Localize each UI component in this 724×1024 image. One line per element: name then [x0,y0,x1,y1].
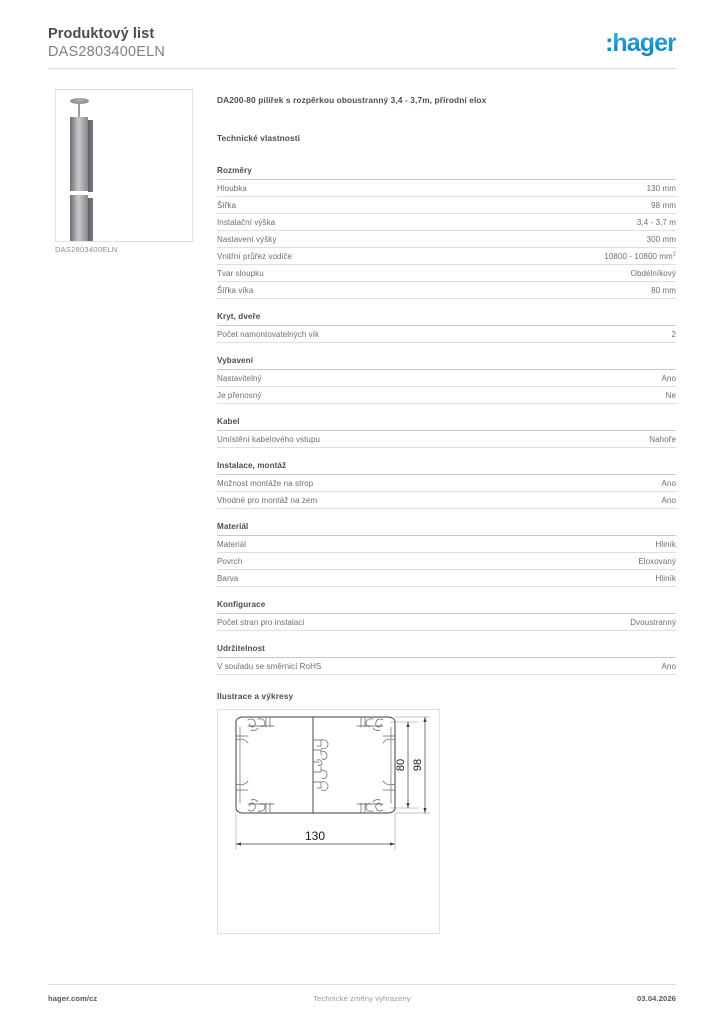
spec-group-title: Konfigurace [217,600,676,614]
spec-label: Povrch [217,557,243,566]
column-lower-side [88,198,93,242]
dimension-label-80: 80 [395,758,407,772]
spec-group-title: Kabel [217,417,676,431]
spec-label: Počet namontovatelných vík [217,330,320,339]
footer-website-link[interactable]: hager.com/cz [48,994,98,1003]
spec-label: Šířka [217,201,237,210]
hager-logo [605,30,676,56]
spec-label: Instalační výška [217,218,276,227]
spec-label: Nastavení výšky [217,235,277,244]
spec-value: Eloxovaný [638,557,676,566]
main-content [217,94,676,934]
product-illustration-column [64,98,104,235]
spec-label: Možnost montáže na strop [217,479,314,488]
page-subtitle-reference: DAS2803400ELN [48,44,166,60]
spec-row [217,214,676,231]
spec-group [217,417,676,448]
spec-value: Dvoustranný [630,618,676,627]
spec-row [217,658,676,675]
spec-label: Počet stran pro instalaci [217,618,305,627]
spec-row [217,197,676,214]
product-name: DA200-80 pilířek s rozpěrkou oboustranný 3,4 - 3,7m, přírodní elox [217,95,487,105]
spec-value: Ne [665,391,676,400]
dimension-label-130: 130 [304,829,326,843]
spec-value: 3,4 - 3,7 m [636,218,676,227]
footer-divider [48,984,676,985]
spec-value: 98 mm [651,201,676,210]
spec-label: Vnitřní průřez vodiče [217,252,293,261]
logo-colon-icon: : [605,29,612,57]
spec-row [217,231,676,248]
spec-label: Nastavitelný [217,374,262,383]
spec-label: Hloubka [217,184,247,193]
page-title: Produktový list [48,26,155,42]
cross-section-drawing [218,710,439,933]
spec-value-superscript: 2 [672,251,676,258]
spec-value: Ano [661,374,676,383]
spec-value-text: 10800 - 10800 mm [604,252,673,261]
spec-row [217,387,676,404]
spec-group-title: Kryt, dveře [217,312,676,326]
spec-label: Šířka víka [217,286,254,295]
spec-group [217,644,676,675]
spec-value: Obdélníkový [630,269,676,278]
spec-group [217,522,676,587]
spec-group [217,312,676,343]
spec-label: Je přenosný [217,391,262,400]
technical-properties-heading: Technické vlastnosti [217,133,300,143]
spec-group-title: Vybavení [217,356,676,370]
spec-value: Nahoře [649,435,676,444]
spec-value: Ano [661,479,676,488]
spec-group [217,166,676,299]
spec-label: V souladu se směrnicí RoHS [217,662,322,671]
spec-value: 300 mm [646,235,676,244]
spec-label: Materiál [217,540,247,549]
product-photo-caption: DAS2803400ELN [55,245,118,254]
column-upper-side [88,120,93,192]
spec-group [217,600,676,631]
logo-wordmark: hager [612,29,676,57]
spec-groups [217,166,676,675]
spec-row [217,536,676,553]
technical-drawing-box [217,709,440,934]
spec-group-title: Udržitelnost [217,644,676,658]
spec-row [217,326,676,343]
spec-group [217,356,676,404]
product-photo [55,89,193,242]
page-header [48,26,676,70]
spec-value: Ano [661,662,676,671]
spec-value: 130 mm [646,184,676,193]
page-footer [48,994,676,1008]
drawings-heading: Ilustrace a výkresy [217,691,294,701]
spec-value: Hliník [655,574,676,583]
spec-value [592,252,676,261]
spec-row [217,431,676,448]
dimension-label-98: 98 [412,758,424,772]
spec-label: Vhodné pro montáž na zem [217,496,318,505]
spec-group-title: Instalace, montáž [217,461,676,475]
spec-row [217,248,676,265]
column-upper-segment [70,117,88,191]
column-lower-segment [70,195,88,242]
spec-label: Tvar sloupku [217,269,264,278]
spec-value: Hliník [655,540,676,549]
spec-row [217,370,676,387]
spec-row [217,553,676,570]
header-divider [48,68,676,69]
spec-row [217,265,676,282]
spec-value: 80 mm [651,286,676,295]
spec-row [217,492,676,509]
spec-row [217,282,676,299]
spec-value: 2 [671,330,676,339]
spec-row [217,570,676,587]
spec-group [217,461,676,509]
spec-label: Umístění kabelového vstupu [217,435,321,444]
footer-notice: Technické změny vyhrazeny [313,994,411,1003]
spec-group-title: Rozměry [217,166,676,180]
spec-group-title: Materiál [217,522,676,536]
footer-date: 03.04.2026 [636,994,676,1003]
spec-row [217,475,676,492]
spec-label: Barva [217,574,239,583]
spec-row [217,614,676,631]
spec-row [217,180,676,197]
spec-value: Ano [661,496,676,505]
